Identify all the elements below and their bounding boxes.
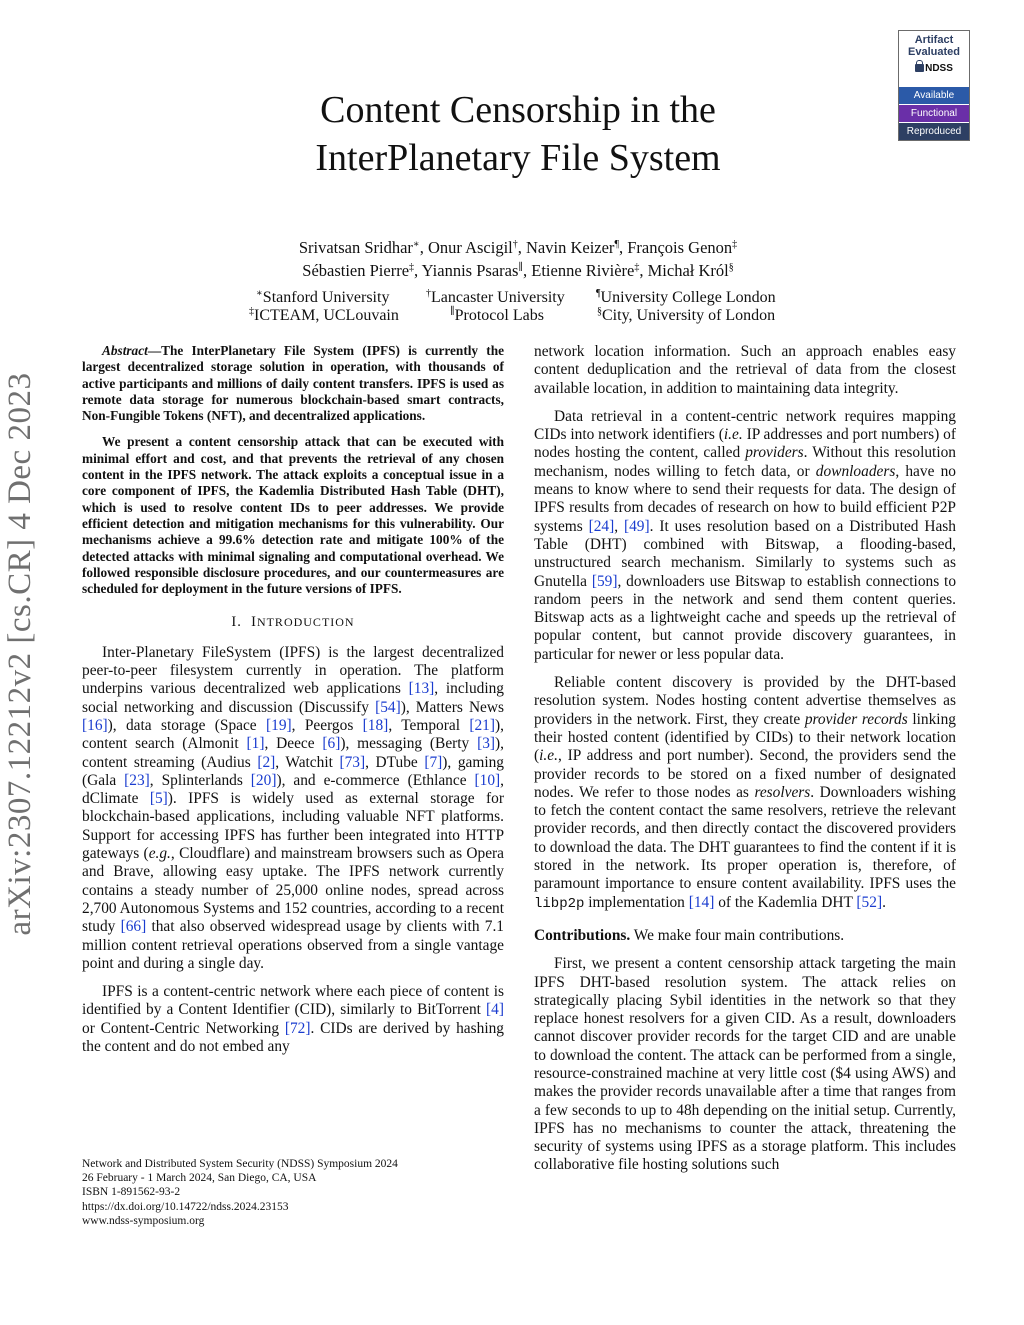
right-p2: Reliable content discovery is provided by the DHT-based resolution system. Nodes hosting content advertise themselves as providers in the network. First, they create provider records linking their hosted content (identified by CIDs) to their network location (i.e., IP address and port number). Second, the providers send the provider records to be stored on a fixed number of designated nodes. We refer to those nodes as resolvers. Downloaders wishing to fetch the content contact the same resolvers, retrieve the relevant provider records, and then directly contact the discovered providers to download the data. The DHT guarantees to find the content if it is stored in the network. Its proper operation is, therefore, of paramount importance to ensure content availability. IPFS uses the libp2p implementation [14] of the Kademlia DHT [52]. [534,674,956,912]
affiliation: ∥Protocol Labs [450,306,544,324]
right-p0: network location information. Such an approach enables easy content deduplication and the retrieval of data from the closest available location, in addition to maintaining data integrity. [534,343,956,397]
author-name: Yiannis Psaras [421,261,519,280]
intro-p2: IPFS is a content-centric network where each piece of content is identified by a Content Identifier (CID), similarly to BitTorrent [4] or Content-Centric Networking [72]. CIDs are derived by hashing the content and do not embed any [82,983,504,1055]
lock-icon [915,64,924,72]
badge-logo-text: NDSS [925,63,953,74]
title-line1: Content Censorship in the [320,89,716,131]
affiliation: ¶University College London [596,288,776,306]
footer-doi-link[interactable]: https://dx.doi.org/10.14722/ndss.2024.23153 [82,1200,289,1213]
author-name: Srivatsan Sridhar [298,238,413,257]
title-line2: InterPlanetary File System [315,137,721,179]
author-name: Navin Keizer [526,238,615,257]
author-mark: ‡ [634,262,640,273]
author-name: François Genon [627,238,733,257]
section-heading-introduction: I. INTRODUCTION [231,614,355,631]
author-line1: Srivatsan Sridhar∗, Onur Ascigil†, Navin Keizer¶, François Genon‡ [298,238,738,257]
abstract-p1: Abstract—The InterPlanetary File System (IPFS) is currently the largest decentralized storage solution in operation, with thousands of active participants and millions of daily content transfers. IPFS is used as remote data storage for numerous blockchain-based smart contracts, Non-Fungible Tokens (NFT), and decentralized applications. [82,343,504,424]
badge-title-line1: Artifact [914,34,954,46]
footer-website-link[interactable]: www.ndss-symposium.org [82,1214,205,1227]
intro-p1: Inter-Planetary FileSystem (IPFS) is the largest decentralized peer-to-peer filesystem currently in operation. The platform underpins various decentralized web applications [13], including social networking and discussion (Discussify [54]), Matters News [16]), data storage (Space [19], Peergos [18], Temporal [21]), content search (Almonit [1], Deece [6]), messaging (Berty [3]), content streaming (Audius [2], Watchit [73], DTube [7]), gaming (Gala [23], Splinterlands [20]), and e-commerce (Ethlance [10], dClimate [5]). IPFS is widely used as external storage for blockchain-based applications, including valuable NFT platforms. Support for accessing IPFS has further been integrated into HTTP gateways (e.g., Cloudflare) and mainstream browsers such as Opera and Brave, allowing easy uptake. The IPFS network currently contains a steady number of 25,000 online nodes, spread across 2,700 Autonomous Systems and 152 countries, according to a recent study [66] that also observed widespread usage by clients with 7.1 million content retrieval operations observed from a single vantage point and during a single day. [82,643,505,972]
right-p3: First, we present a content censorship attack targeting the main IPFS DHT-based resolution system. The attack relies on strategically placing Sybil identities in the network so that they replace honest resolvers for a given CID. As a result, downloaders cannot discover provider records for the target CID and are unable to download the content. The attack can be performed from a single, resource-constrained machine at very little cost ($4 using AWS) and makes the provider records unavailable after a time that ranges from a few seconds to up to 48h depending on the initial setup. Currently, IPFS has no mechanisms to counter the attack, threatening the security of systems using IPFS as a storage platform. This includes collaborative file hosting solutions such [534,955,956,1174]
abstract-p2: We present a content censorship attack that can be executed with minimal effort and cost, and that prevents the retrieval of any chosen content in the IPFS network. The attack exploits a conceptual issue in a core component of IPFS, the Kademlia Distributed Hash Table (DHT), which is used to resolve content IDs to peer addresses. We provide efficient detection and mitigation mechanisms for this vulnerability. Our mechanisms achieve a 99.6% detection rate and mitigate 100% of the detected attacks with minimal signaling and computational overhead. We followed responsible disclosure procedures, and our countermeasures are scheduled for deployment in the future versions of IPFS. [82,434,504,597]
badge-available: Available [899,86,969,104]
author-line2: Sébastien Pierre‡, Yiannis Psaras∥, Etienne Rivière‡, Michał Król§ [302,261,734,280]
author-mark: ‡ [732,239,738,250]
author-mark: † [512,239,518,250]
badge-header [899,31,969,86]
right-column [534,343,956,1185]
artifact-badge [898,30,970,141]
author-mark: ¶ [614,239,619,250]
affiliation: ∗Stanford University [256,288,390,306]
contributions-paragraph: Contributions. We make four main contributions. [534,926,845,944]
ndss-logo [899,63,969,75]
affiliation: ‡ICTEAM, UCLouvain [249,306,399,324]
paper-title [200,86,836,182]
affiliation: §City, University of London [597,306,776,324]
author-mark: ∥ [518,262,524,273]
author-mark: ‡ [409,262,415,273]
author-name: Michał Król [647,261,729,280]
affiliation: †Lancaster University [426,288,565,306]
arxiv-identifier: arXiv:2307.12212v2 [cs.CR] 4 Dec 2023 [2,372,38,936]
footer [82,1157,512,1228]
badge-title-line2: Evaluated [908,46,960,58]
author-mark: ∗ [412,239,420,250]
author-mark: § [728,262,734,273]
author-name: Onur Ascigil [427,238,513,257]
author-name: Etienne Rivière [531,261,635,280]
badge-functional: Functional [899,104,969,122]
footer-line: Network and Distributed System Security (NDSS) Symposium 2024 [82,1158,398,1170]
footer-line: 26 February - 1 March 2024, San Diego, CA, USA [82,1172,317,1185]
badge-reproduced: Reproduced [899,122,969,140]
right-p1: Data retrieval in a content-centric network requires mapping CIDs into network identifiers (i.e. IP addresses and port numbers) of nodes hosting the content, called providers. Without this resolution mechanism, nodes willing to fetch data, or downloaders, have no means to know where to send their requests for data. The design of IPFS results from decades of research on how to build efficient P2P systems [24], [49]. It uses resolution based on a Distributed Hash Table (DHT) combined with Bitswap, a flooding-based, unstructured search mechanism. Similarly to systems such as Gnutella [59], downloaders use Bitswap to establish connections to random peers in the network and send them content queries. Bitswap acts as a lightweight cache and speeds up the retrieval of popular content, but cannot provide discovery guarantees, in particular for newer or less popular data. [534,407,957,663]
footer-line: ISBN 1-891562-93-2 [82,1186,181,1199]
left-column [82,343,504,1066]
author-name: Sébastien Pierre [302,261,410,280]
